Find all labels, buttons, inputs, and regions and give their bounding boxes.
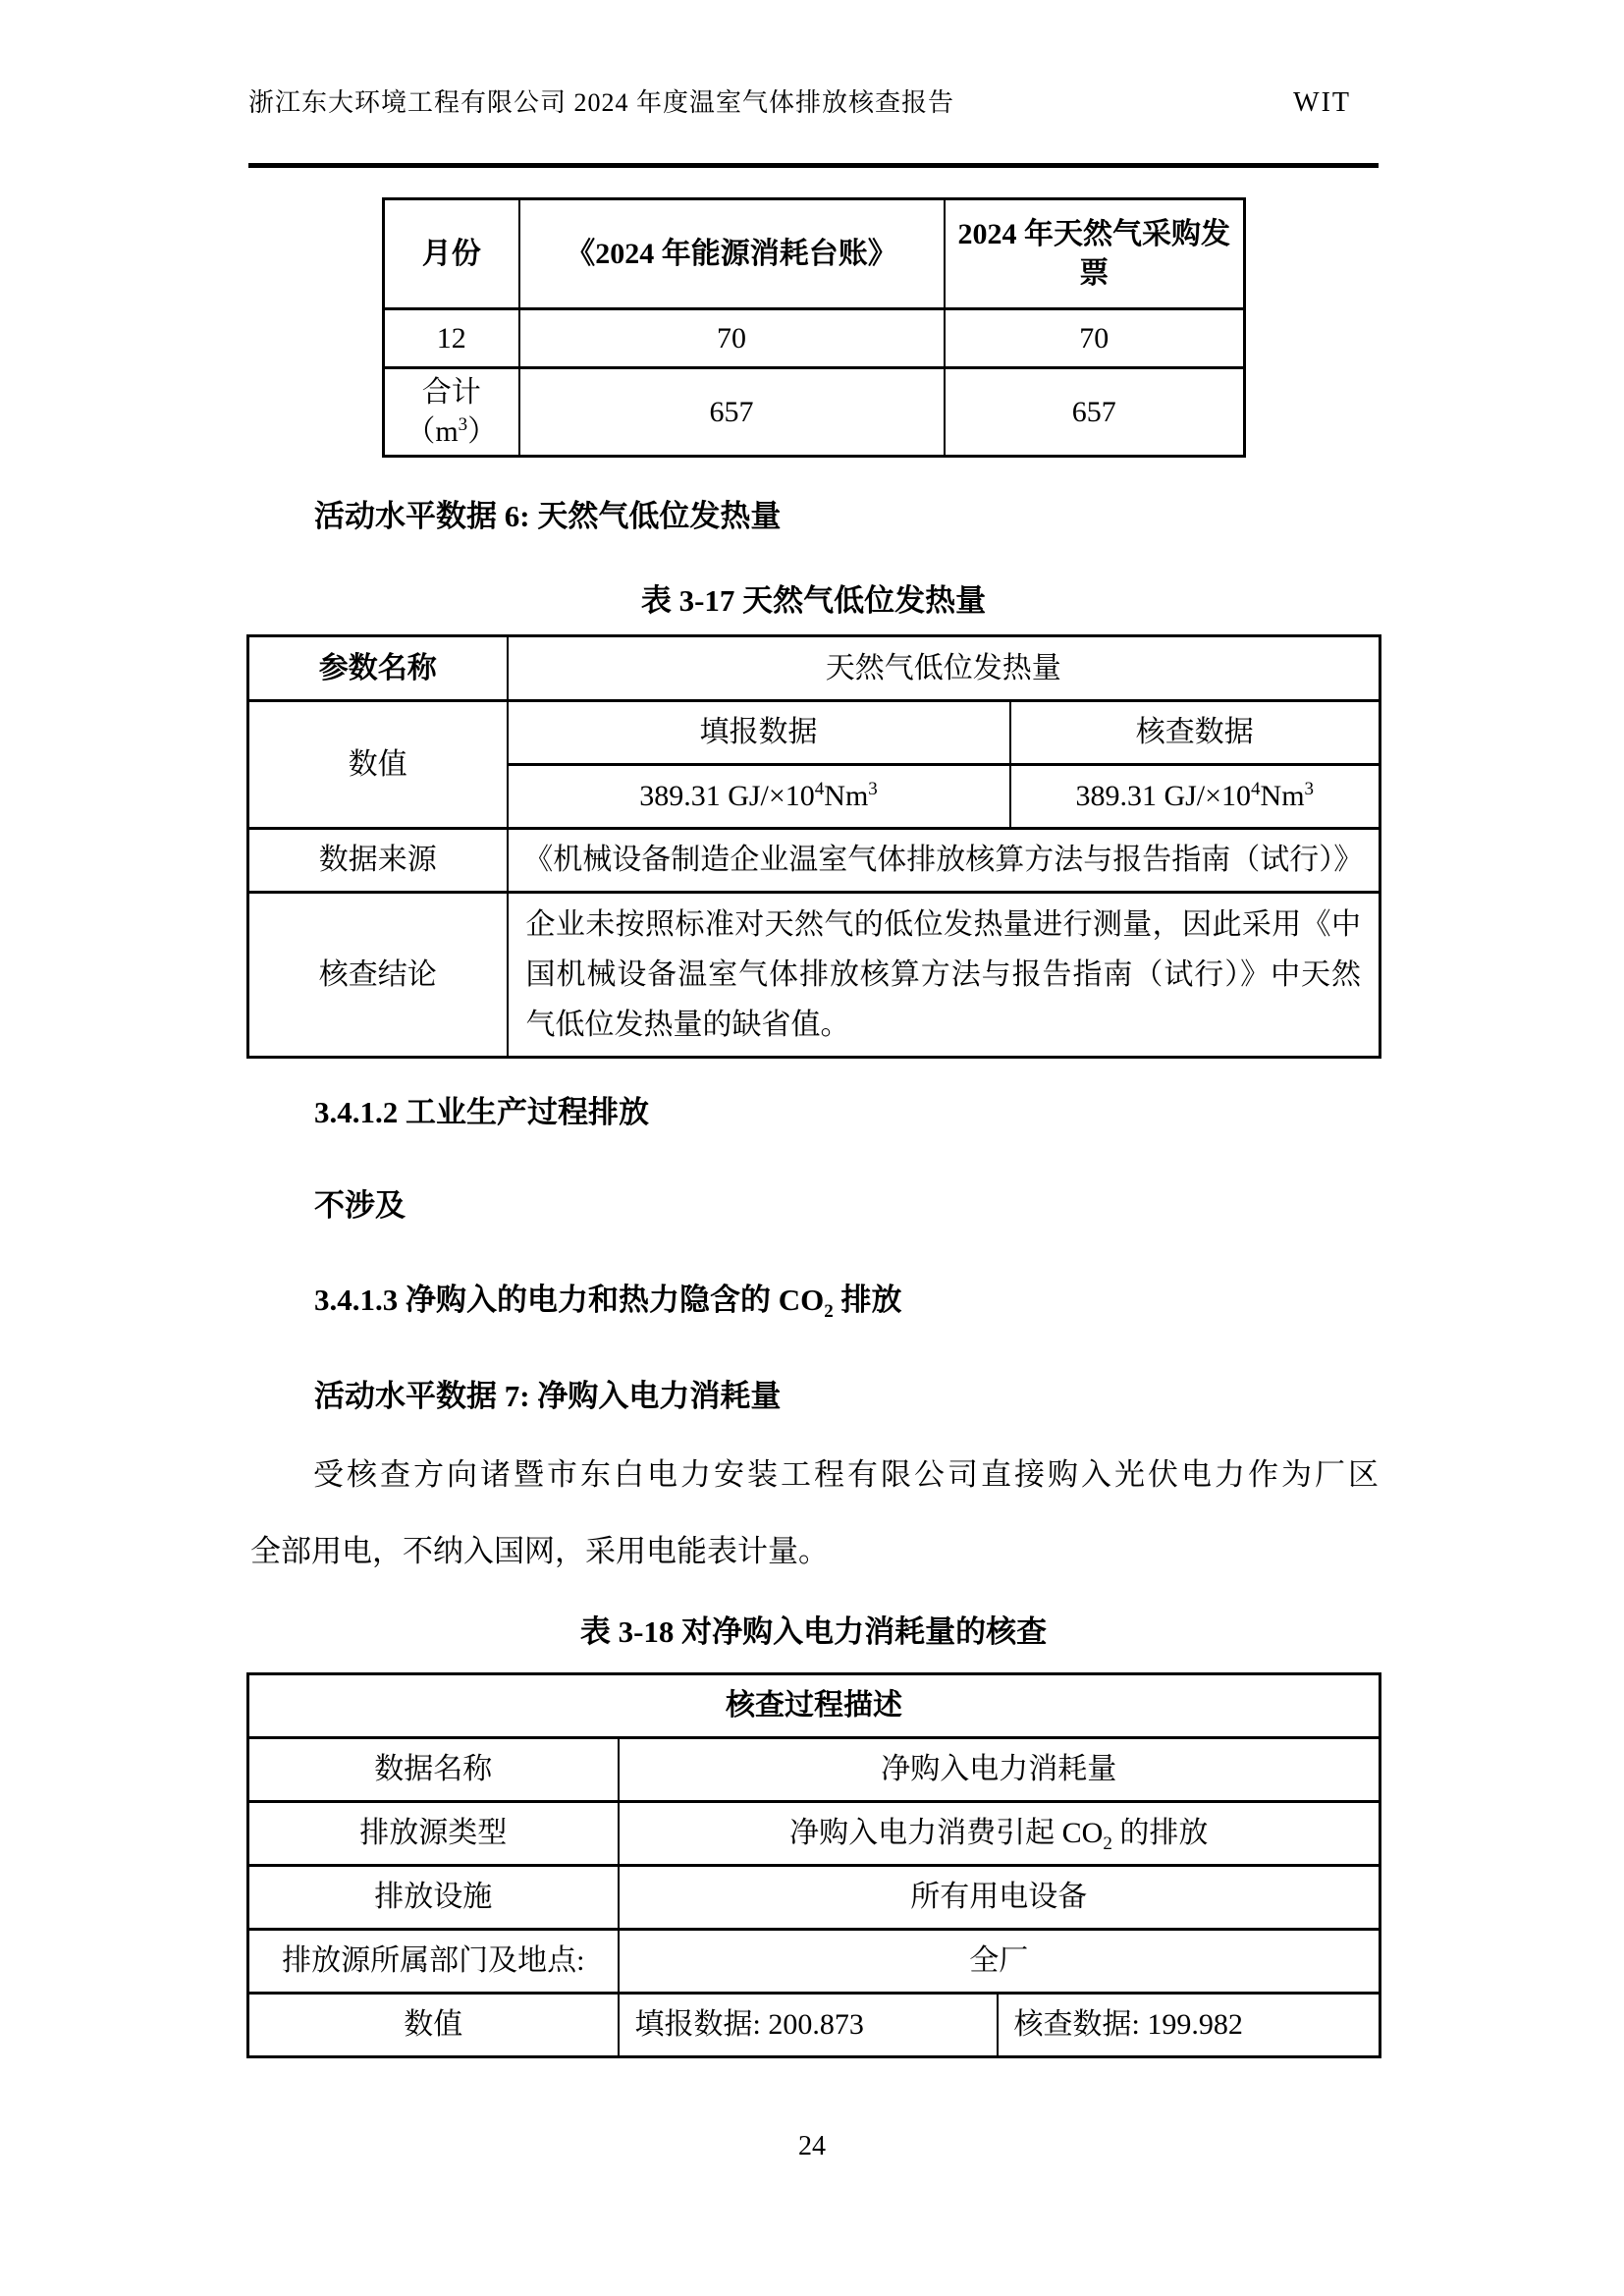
cell-verified-value (1010, 765, 1380, 829)
body-paragraph-line2: 全部用电，不纳入国网，采用电能表计量。 (250, 1534, 829, 1568)
cell-total-invoice: 657 (945, 368, 1245, 457)
table-row (248, 1930, 1380, 1994)
heading-3-4-1-3 (250, 1275, 1379, 1323)
cell-dept-value: 全厂 (619, 1930, 1380, 1994)
not-involved-text: 不涉及 (314, 1188, 406, 1223)
cell-source-type-label: 排放源类型 (248, 1802, 619, 1866)
heading-3-4-1-2: 3.4.1.2 工业生产过程排放 (314, 1095, 649, 1129)
table-row (248, 1866, 1380, 1930)
reported-value-pre: 389.31 GJ/×10 (639, 780, 815, 812)
header-report-title: 浙江东大环境工程有限公司 2024 年度温室气体排放核查报告 (248, 88, 955, 117)
page-header (248, 82, 1379, 119)
table-row (248, 701, 1380, 765)
table-3-18 (246, 1672, 1381, 2058)
col-header-ledger: 《2024 年能源消耗台账》 (519, 199, 945, 309)
table-row (248, 893, 1380, 1058)
reported-value-sup4: 4 (814, 779, 825, 799)
cell-value-label: 数值 (248, 1994, 619, 2057)
cell-dept-label: 排放源所属部门及地点: (248, 1930, 619, 1994)
cell-reported-label: 填报数据 (508, 701, 1010, 765)
cell-ledger-12: 70 (519, 309, 945, 368)
table-row (248, 1738, 1380, 1802)
total-unit-pre: （m (406, 414, 459, 448)
table-row (248, 636, 1380, 701)
cell-verified-label: 核查数据 (1010, 701, 1380, 765)
table-3-18-title: 表 3-18 对净购入电力消耗量的核查 (579, 1614, 1048, 1649)
cell-conclusion-value: 企业未按照标准对天然气的低位发热量进行测量，因此采用《中国机械设备温室气体排放核算方法与报告指南（试行）》中天然气低位发热量的缺省值。 (508, 893, 1380, 1058)
table-row (248, 1802, 1380, 1866)
cell-data-name-value: 净购入电力消耗量 (619, 1738, 1380, 1802)
total-label-text: 合计 (421, 375, 481, 409)
cell-facility-label: 排放设施 (248, 1866, 619, 1930)
verified-value-pre: 389.31 GJ/×10 (1075, 780, 1252, 812)
table-row (384, 309, 1245, 368)
cell-facility-value: 所有用电设备 (619, 1866, 1380, 1930)
total-unit-sup: 3 (458, 413, 468, 435)
table-row (248, 1994, 1380, 2057)
verified-value-sup3: 3 (1304, 779, 1315, 799)
header-logo-text: WIT (1293, 87, 1351, 118)
heading-activity-data-6: 活动水平数据 6: 天然气低位发热量 (314, 499, 782, 533)
verified-value-mid: Nm (1260, 780, 1305, 812)
body-paragraph-line1: 受核查方向诸暨市东白电力安装工程有限公司直接购入光伏电力作为厂区 (313, 1457, 1379, 1492)
heading-3-4-1-3-sub: 2 (824, 1301, 834, 1323)
heading-3-4-1-3-post: 排放 (833, 1283, 902, 1317)
cell-reported-data: 填报数据: 200.873 (619, 1994, 998, 2057)
table-3-17 (246, 634, 1381, 1059)
total-unit (406, 415, 497, 448)
verified-value-sup4: 4 (1251, 779, 1261, 799)
cell-value-label: 数值 (248, 701, 508, 829)
cell-month-12: 12 (384, 309, 519, 368)
reported-value-mid: Nm (824, 780, 869, 812)
cell-reported-value (508, 765, 1010, 829)
col-header-invoice: 2024 年天然气采购发票 (945, 199, 1245, 309)
reported-value-sup3: 3 (868, 779, 878, 799)
total-unit-post: ） (467, 414, 498, 448)
cell-verified-data: 核查数据: 199.982 (998, 1994, 1380, 2057)
cell-param-label: 参数名称 (248, 636, 508, 701)
cell-conclusion-label: 核查结论 (248, 893, 508, 1058)
table-3-17-title: 表 3-17 天然气低位发热量 (640, 583, 987, 618)
col-header-month: 月份 (384, 199, 519, 309)
cell-param-value: 天然气低位发热量 (508, 636, 1380, 701)
heading-activity-data-7: 活动水平数据 7: 净购入电力消耗量 (314, 1379, 782, 1413)
heading-3-4-1-3-pre: 3.4.1.3 净购入的电力和热力隐含的 CO (314, 1283, 825, 1317)
source-type-pre: 净购入电力消费引起 CO (789, 1817, 1104, 1849)
cell-process-header: 核查过程描述 (248, 1674, 1380, 1738)
cell-source-type-value (619, 1802, 1380, 1866)
table-header-row (248, 1674, 1380, 1738)
source-type-sub: 2 (1103, 1833, 1112, 1854)
cell-invoice-12: 70 (945, 309, 1245, 368)
cell-source-label: 数据来源 (248, 829, 508, 893)
cell-total-ledger: 657 (519, 368, 945, 457)
header-rule (248, 163, 1379, 168)
cell-source-value: 《机械设备制造企业温室气体排放核算方法与报告指南（试行）》 (508, 829, 1380, 893)
cell-total-label (384, 368, 519, 457)
source-type-post: 的排放 (1111, 1817, 1209, 1849)
table-header-row (384, 199, 1245, 309)
cell-data-name-label: 数据名称 (248, 1738, 619, 1802)
gas-consumption-table (382, 197, 1246, 458)
table-total-row (384, 368, 1245, 457)
table-row (248, 829, 1380, 893)
page-number: 24 (798, 2131, 826, 2161)
